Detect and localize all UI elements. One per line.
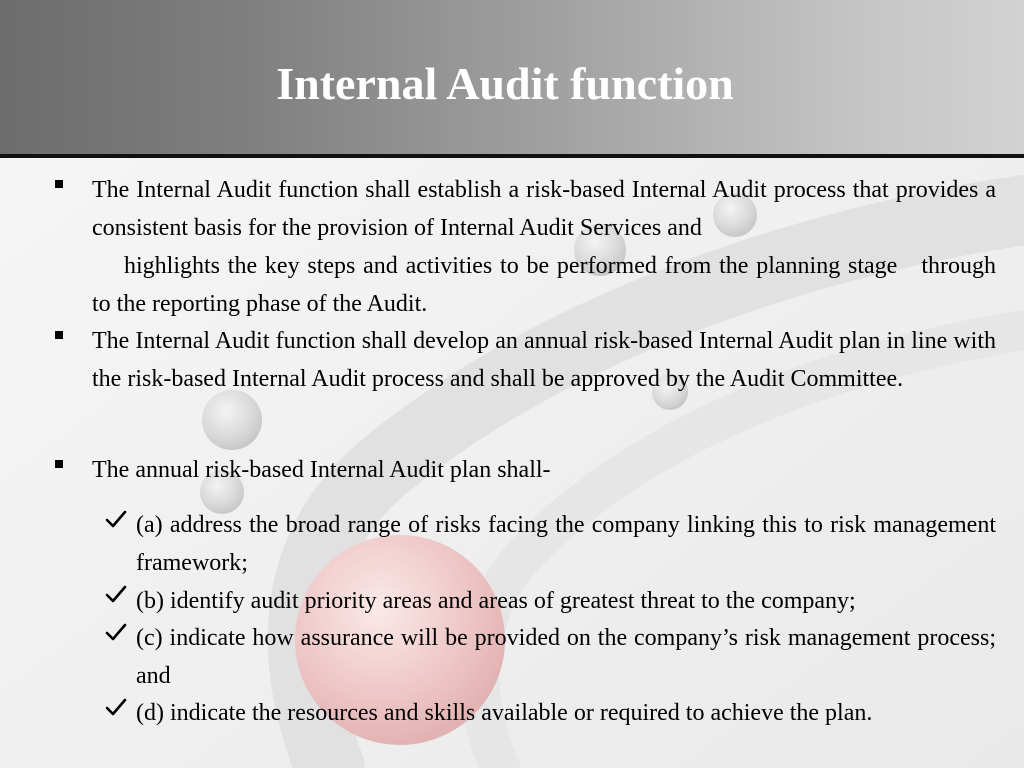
bullet-text-part: through to the reporting phase of the Audit. — [92, 253, 996, 317]
checkmark-icon — [104, 620, 128, 644]
sub-list-item: (d) indicate the resources and skills available or required to achieve the plan. — [136, 700, 873, 726]
bullet-text-part: highlights the key steps and activities to be performed from the planning stage — [124, 253, 898, 279]
bullet-item: The annual risk-based Internal Audit plan shall- — [92, 457, 551, 483]
checkmark-icon — [104, 582, 128, 606]
sub-list-item: (b) identify audit priority areas and areas of greatest threat to the company; — [136, 588, 856, 614]
square-bullet-icon — [55, 180, 63, 188]
bullet-text-part: The Internal Audit function shall establish a risk-based Internal Audit process that provides a consistent basis for the provision of Internal Audit Services and — [92, 177, 996, 241]
square-bullet-icon — [55, 331, 63, 339]
square-bullet-icon — [55, 460, 63, 468]
bullet-item — [92, 171, 996, 323]
bullet-item: The Internal Audit function shall develop an annual risk-based Internal Audit plan in line with the risk-based Internal Audit process and shall be approved by the Audit Committee. — [92, 328, 996, 392]
checkmark-icon — [104, 507, 128, 531]
checkmark-icon — [104, 695, 128, 719]
sub-list-item: (a) address the broad range of risks facing the company linking this to risk management framework; — [136, 512, 996, 576]
sub-list-item: (c) indicate how assurance will be provided on the company’s risk management process; and — [136, 625, 996, 689]
slide-title: Internal Audit function — [276, 58, 734, 109]
